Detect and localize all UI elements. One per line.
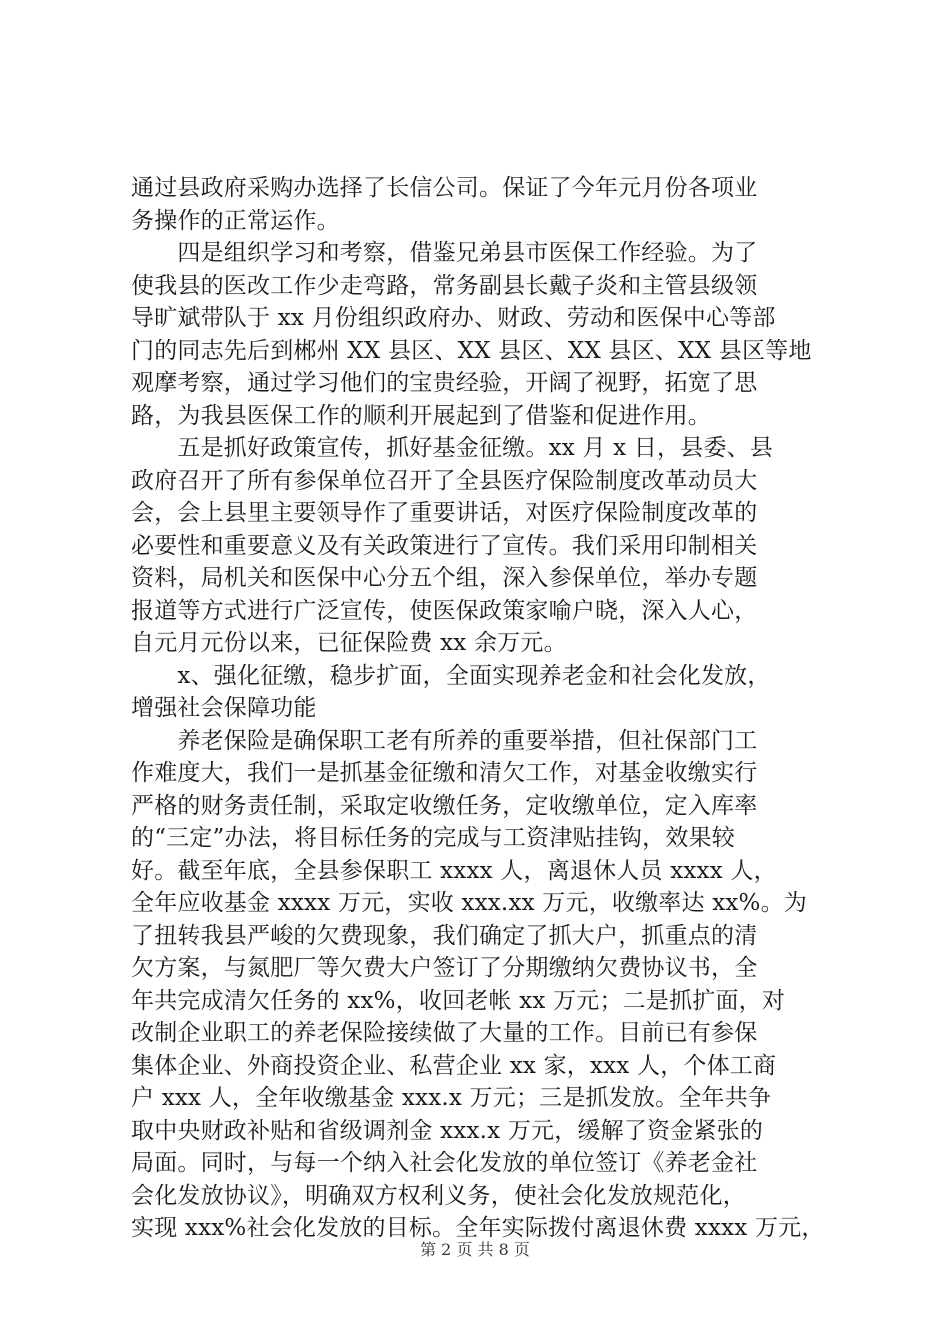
text-line: 门的同志先后到郴州 XX 县区、XX 县区、XX 县区、XX 县区等地: [131, 337, 812, 364]
page-indicator: 第 2 页 共 8 页: [420, 1240, 530, 1259]
text-line: 导旷斌带队于 xx 月份组织政府办、财政、劳动和医保中心等部: [131, 305, 776, 331]
text-line: 的“三定”办法，将目标任务的完成与工资津贴挂钩，效果较: [131, 825, 735, 851]
text-line: 局面。同时，与每一个纳入社会化发放的单位签订《养老金社: [131, 1150, 758, 1176]
text-line: 取中央财政补贴和省级调剂金 xxx.x 万元，缓解了资金紧张的: [131, 1117, 764, 1144]
text-line: 集体企业、外商投资企业、私营企业 xx 家，xxx 人，个体工商: [131, 1052, 777, 1079]
text-line: 增强社会保障功能: [131, 695, 317, 721]
text-line: 欠方案，与氮肥厂等欠费大户签订了分期缴纳欠费协议书，全: [131, 955, 758, 981]
text-line: 必要性和重要意义及有关政策进行了宣传。我们采用印制相关: [131, 532, 758, 559]
text-line: 政府召开了所有参保单位召开了全县医疗保险制度改革动员大: [131, 467, 758, 494]
text-line: 通过县政府采购办选择了长信公司。保证了今年元月份各项业: [131, 175, 758, 201]
text-line: 观摩考察，通过学习他们的宝贵经验，开阔了视野，拓宽了思: [131, 370, 758, 396]
text-line: 养老保险是确保职工老有所养的重要举措，但社保部门工: [131, 727, 758, 754]
text-line: 实现 xxx%社会化发放的目标。全年实际拨付离退休费 xxxx 万元，: [131, 1215, 825, 1241]
text-line: 改制企业职工的养老保险接续做了大量的工作。目前已有参保: [131, 1020, 758, 1046]
text-line: 作难度大，我们一是抓基金征缴和清欠工作，对基金收缴实行: [131, 760, 758, 786]
text-line: 了扭转我县严峻的欠费现象，我们确定了抓大户，抓重点的清: [131, 922, 758, 949]
document-body: [131, 172, 831, 1245]
text-line: 资料，局机关和医保中心分五个组，深入参保单位，举办专题: [131, 565, 758, 591]
text-line: 四是组织学习和考察，借鉴兄弟县市医保工作经验。为了: [131, 240, 758, 266]
text-line: x、强化征缴，稳步扩面，全面实现养老金和社会化发放，: [131, 662, 771, 689]
text-line: 路，为我县医保工作的顺利开展起到了借鉴和促进作用。: [131, 402, 711, 429]
text-line: 年共完成清欠任务的 xx%，收回老帐 xx 万元；二是抓扩面，对: [131, 987, 786, 1014]
text-line: 户 xxx 人，全年收缴基金 xxx.x 万元；三是抓发放。全年共争: [131, 1085, 772, 1111]
text-line: 自元月元份以来，已征保险费 xx 余万元。: [131, 630, 567, 656]
page-footer: [0, 1240, 950, 1260]
text-line: 会化发放协议》，明确双方权利义务，使社会化发放规范化，: [131, 1182, 746, 1209]
text-line: 全年应收基金 xxxx 万元，实收 xxx.xx 万元，收缴率达 xx%。为: [131, 890, 808, 916]
text-line: 报道等方式进行广泛宣传，使医保政策家喻户晓，深入人心，: [131, 597, 758, 624]
text-line: 严格的财务责任制，采取定收缴任务，定收缴单位，定入库率: [131, 792, 758, 819]
text-line: 务操作的正常运作。: [131, 207, 340, 234]
text-line: 使我县的医改工作少走弯路，常务副县长戴子炎和主管县级领: [131, 272, 758, 299]
text-line: 五是抓好政策宣传，抓好基金征缴。xx 月 x 日，县委、县: [131, 435, 774, 461]
text-line: 会，会上县里主要领导作了重要讲话，对医疗保险制度改革的: [131, 500, 758, 526]
text-line: 好。截至年底，全县参保职工 xxxx 人，离退休人员 xxxx 人，: [131, 857, 777, 884]
